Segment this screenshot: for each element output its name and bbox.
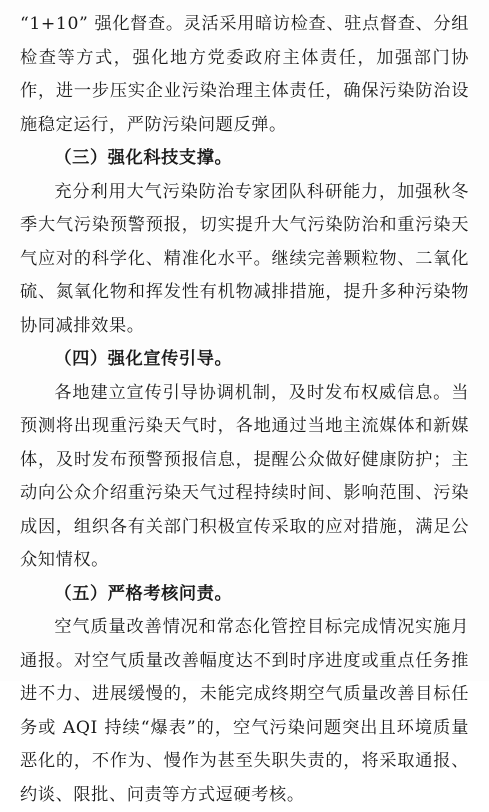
heading-publicity: （四）强化宣传引导。 — [54, 349, 233, 369]
paragraph-tech-support: 充分利用大气污染防治专家团队科研能力，加强秋冬季大气污染预警预报，切实提升大气污染防治和重污染天气应对的科学化、精准化水平。继续完善颗粒物、二氧化硫、氮氧化物和挥发性有机物减排措施，提升多种污染物协同减排效果。 — [20, 181, 469, 336]
heading-tech-support: （三）强化科技支撑。 — [54, 148, 233, 168]
heading-assessment: （五）严格考核问责。 — [54, 583, 233, 604]
paragraph-supervision: “1+10” 强化督查。灵活采用暗访检查、驻点督查、分组检查等方式，强化地方党委政府主体责任，加强部门协作，进一步压实企业污染治理主体责任，确保污染防治设施稳定运行，严防污染问题反弹。 — [20, 14, 469, 135]
paragraph-assessment: 空气质量改善情况和常态化管控目标完成情况实施月通报。对空气质量改善幅度达不到时序进度或重点任务推进不力、进展缓慢的，未能完成终期空气质量改善目标任务或 AQI 持续“爆表”的，空气污染问题突出且环境质量恶化的，不作为、慢作为甚至失职失责的，将采取通报、约谈、限批、问责等方式逗硬考核。 — [20, 617, 469, 805]
paragraph-publicity: 各地建立宣传引导协调机制，及时发布权威信息。当预测将出现重污染天气时，各地通过当地主流媒体和新媒体，及时发布预警预报信息，提醒公众做好健康防护；主动向公众介绍重污染天气过程持续时间、影响范围、污染成因，组织各有关部门积极宣传采取的应对措施，满足公众知情权。 — [20, 382, 469, 570]
